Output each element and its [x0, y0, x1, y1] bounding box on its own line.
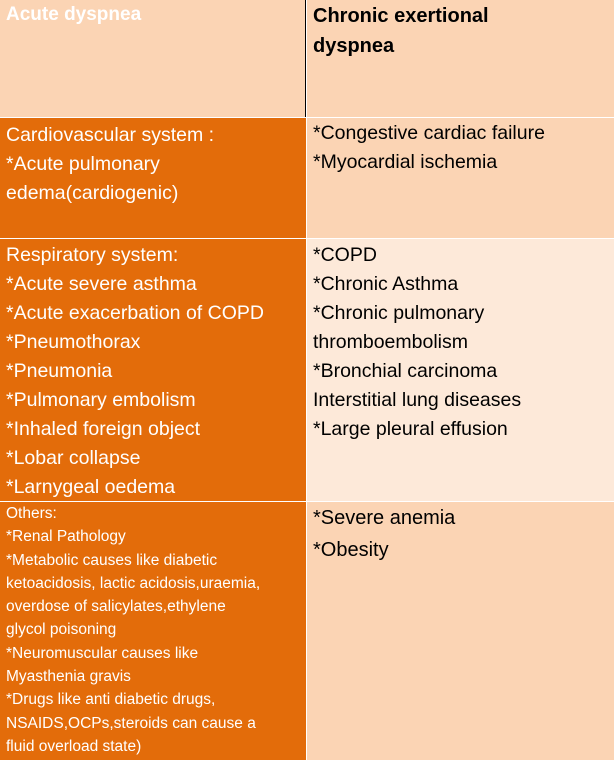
cell-line: *Lobar collapse: [6, 447, 141, 469]
cell-line: *Inhaled foreign object: [6, 418, 201, 440]
cell-line: ketoacidosis, lactic acidosis,uraemia,: [6, 574, 261, 592]
others-acute-cell: [0, 502, 306, 760]
cell-line: Myasthenia gravis: [6, 668, 131, 686]
cell-line: *Large pleural effusion: [313, 418, 508, 440]
header-right-line2: dyspnea: [313, 35, 395, 57]
cell-line: *Severe anemia: [313, 507, 456, 529]
cell-line: *Larnygeal oedema: [6, 476, 176, 498]
cardiovascular-acute-cell: [0, 118, 306, 238]
cell-line: glycol poisoning: [6, 621, 117, 639]
cell-line: *Neuromuscular causes like: [6, 644, 199, 662]
cardiovascular-chronic-cell: [307, 118, 614, 238]
cell-line: *Chronic Asthma: [313, 273, 459, 295]
respiratory-chronic-cell: [307, 239, 614, 501]
cell-line: *Acute severe asthma: [6, 273, 197, 295]
header-divider: [305, 0, 306, 117]
cell-line: *Acute pulmonary: [6, 153, 160, 175]
header-left-text: Acute dyspnea: [6, 4, 142, 25]
cell-line: *Pulmonary embolism: [6, 389, 196, 411]
cell-line: edema(cardiogenic): [6, 182, 179, 204]
cell-line: *Acute exacerbation of COPD: [6, 302, 264, 324]
cell-line: *Chronic pulmonary: [313, 302, 485, 324]
cell-line: Respiratory system:: [6, 244, 179, 266]
cell-line: overdose of salicylates,ethylene: [6, 598, 226, 616]
header-acute-dyspnea: [0, 0, 306, 117]
cell-line: Cardiovascular system :: [6, 124, 215, 146]
cell-line: Others:: [6, 505, 57, 522]
cell-line: *Pneumonia: [6, 360, 113, 382]
cell-line: fluid overload state): [6, 737, 142, 755]
cell-line: *COPD: [313, 244, 377, 266]
header-right-line1: Chronic exertional: [313, 5, 489, 27]
cell-line: *Drugs like anti diabetic drugs,: [6, 691, 216, 709]
others-chronic-cell: [307, 502, 614, 760]
cell-line: *Bronchial carcinoma: [313, 360, 498, 382]
cell-line: *Obesity: [313, 539, 389, 561]
cell-line: *Congestive cardiac failure: [313, 122, 545, 144]
cell-line: NSAIDS,OCPs,steroids can cause a: [6, 714, 256, 732]
cell-line: *Renal Pathology: [6, 528, 126, 546]
cell-line: thromboembolism: [313, 331, 468, 353]
cell-line: Interstitial lung diseases: [313, 389, 522, 411]
respiratory-acute-cell: [0, 239, 306, 501]
cell-line: *Myocardial ischemia: [313, 151, 498, 173]
header-chronic-dyspnea: [307, 0, 614, 117]
cell-line: *Metabolic causes like diabetic: [6, 551, 218, 569]
cell-line: *Pneumothorax: [6, 331, 141, 353]
